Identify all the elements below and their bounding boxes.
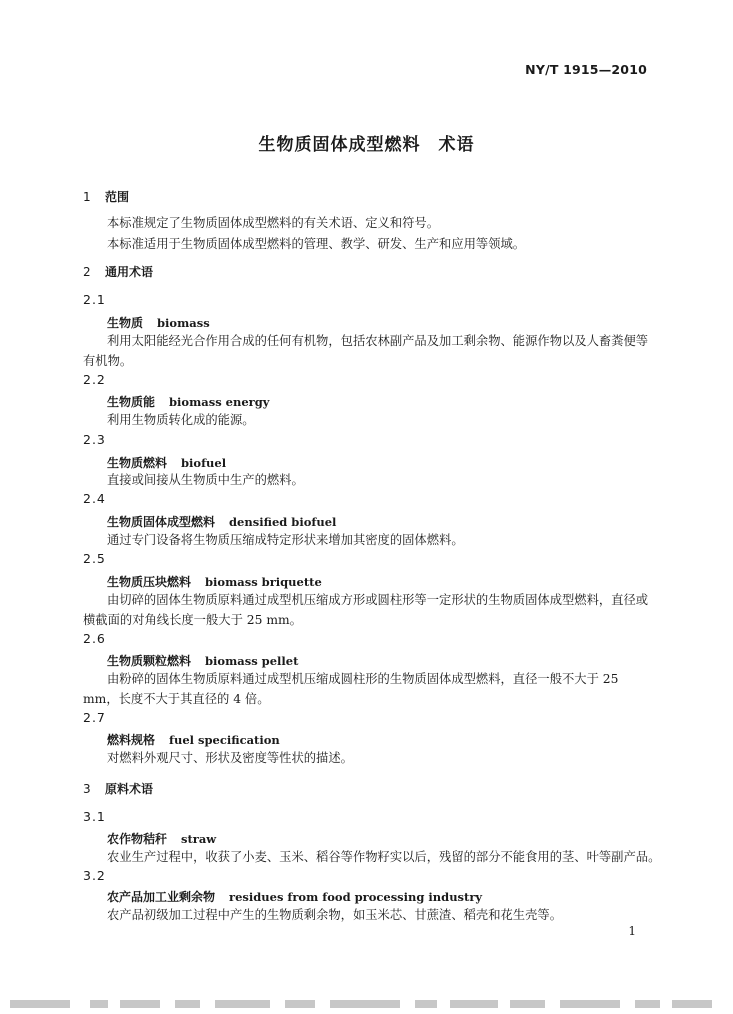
page-number: 1 (628, 924, 636, 938)
term-name-zh: 生物质颗粒燃料 (107, 654, 192, 668)
term-name-zh: 生物质能 (107, 395, 156, 409)
term-name-en: densified biofuel (229, 515, 337, 529)
term-name (107, 888, 482, 905)
section-number: 2 (83, 265, 91, 279)
section-2-heading (83, 263, 153, 280)
term-name-en: biomass pellet (205, 654, 299, 668)
scan-edge-artifact (0, 996, 733, 1014)
term-definition: 通过专门设备将生物质压缩成特定形状来增加其密度的固体燃料。 (107, 533, 464, 547)
term-name (107, 652, 298, 669)
term-name (107, 731, 280, 748)
section-title: 范围 (105, 190, 130, 204)
term-name-en: biomass energy (169, 395, 270, 409)
term-definition: 农业生产过程中，收获了小麦、玉米、稻谷等作物籽实以后，残留的部分不能食用的茎、叶等副产品。 (107, 850, 661, 864)
term-number: 2.3 (83, 432, 106, 447)
term-name-en: biomass briquette (205, 575, 322, 589)
term-name (107, 513, 336, 530)
document-title: 生物质固体成型燃料 术语 (258, 135, 475, 155)
term-definition: 对燃料外观尺寸、形状及密度等性状的描述。 (107, 751, 353, 765)
term-name-zh: 生物质固体成型燃料 (107, 515, 216, 529)
term-number: 2.6 (83, 631, 106, 646)
term-name (107, 454, 226, 471)
term-name-zh: 农作物秸秆 (107, 832, 168, 846)
section-title: 通用术语 (105, 265, 154, 279)
term-number: 2.5 (83, 551, 106, 566)
term-definition: 利用生物质转化成的能源。 (107, 413, 255, 427)
term-name-en: residues from food processing industry (229, 890, 483, 904)
term-number: 2.1 (83, 292, 106, 307)
term-name-en: biomass (157, 316, 210, 330)
term-name-en: straw (181, 832, 217, 846)
term-definition: 由粉碎的固体生物质原料通过成型机压缩成圆柱形的生物质固体成型燃料，直径一般不大于 25 mm，长度不大于其直径的 4 倍。 (83, 672, 619, 706)
term-definition: 由切碎的固体生物质原料通过成型机压缩成方形或圆柱形等一定形状的生物质固体成型燃料，直径或横截面的对角线长度一般大于 25 mm。 (83, 593, 649, 627)
term-name (107, 314, 210, 331)
term-name (107, 393, 269, 410)
term-number: 2.2 (83, 372, 106, 387)
paragraph: 本标准规定了生物质固体成型燃料的有关术语、定义和符号。 (107, 216, 440, 230)
section-title: 原料术语 (105, 782, 154, 796)
term-name (107, 830, 216, 847)
term-name (107, 573, 322, 590)
section-number: 1 (83, 190, 91, 204)
section-3-heading (83, 780, 153, 797)
section-1-heading (83, 188, 129, 205)
term-name-en: fuel specification (169, 733, 280, 747)
term-name-zh: 燃料规格 (107, 733, 156, 747)
term-number: 2.7 (83, 710, 106, 725)
standard-code: NY/T 1915—2010 (525, 62, 647, 77)
term-number: 2.4 (83, 491, 106, 506)
term-name-zh: 生物质 (107, 316, 144, 330)
term-definition: 直接或间接从生物质中生产的燃料。 (107, 473, 304, 487)
section-number: 3 (83, 782, 91, 796)
term-number: 3.2 (83, 868, 106, 883)
term-definition: 利用太阳能经光合作用合成的任何有机物，包括农林副产品及加工剩余物、能源作物以及人畜粪便等有机物。 (83, 334, 649, 368)
term-name-zh: 生物质燃料 (107, 456, 168, 470)
term-name-zh: 生物质压块燃料 (107, 575, 192, 589)
term-name-zh: 农产品加工业剩余物 (107, 890, 216, 904)
term-number: 3.1 (83, 809, 106, 824)
term-name-en: biofuel (181, 456, 227, 470)
paragraph: 本标准适用于生物质固体成型燃料的管理、教学、研发、生产和应用等领域。 (107, 237, 526, 251)
term-definition: 农产品初级加工过程中产生的生物质剩余物，如玉米芯、甘蔗渣、稻壳和花生壳等。 (107, 908, 562, 922)
